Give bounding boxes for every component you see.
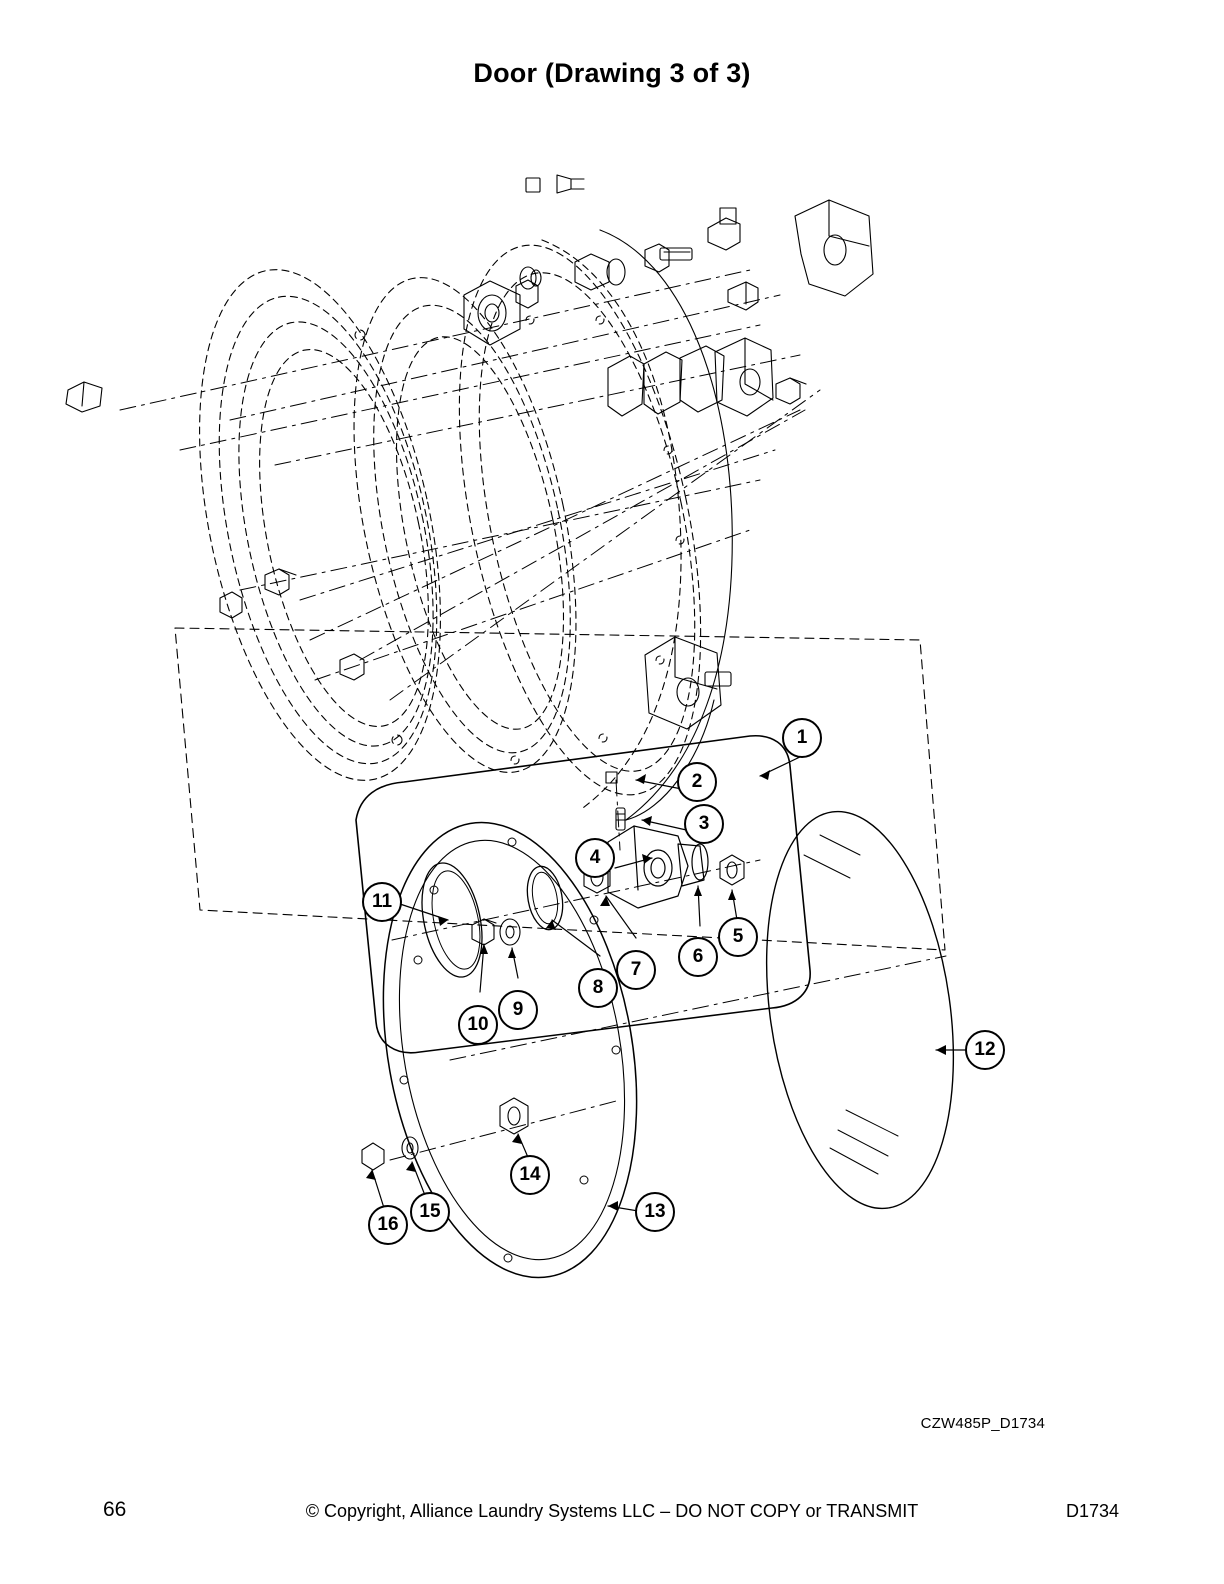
callout-4: 4 — [575, 838, 615, 878]
drawing-code: CZW485P_D1734 — [920, 1415, 1045, 1432]
callout-15: 15 — [410, 1192, 450, 1232]
callout-16: 16 — [368, 1205, 408, 1245]
callout-7: 7 — [616, 950, 656, 990]
diagram-artwork — [60, 120, 1170, 1370]
page-title: Door (Drawing 3 of 3) — [473, 58, 751, 88]
callout-12: 12 — [965, 1030, 1005, 1070]
callout-8: 8 — [578, 968, 618, 1008]
page-footer — [0, 1498, 1224, 1522]
callout-9: 9 — [498, 990, 538, 1030]
footer-document-code: D1734 — [1065, 1501, 1119, 1521]
callout-6: 6 — [678, 937, 718, 977]
callout-3: 3 — [684, 804, 724, 844]
exploded-parts-diagram — [60, 120, 1170, 1432]
callout-14: 14 — [510, 1155, 550, 1195]
callout-10: 10 — [458, 1005, 498, 1045]
callout-1: 1 — [782, 718, 822, 758]
footer-copyright: © Copyright, Alliance Laundry Systems LLC – DO NOT COPY or TRANSMIT — [305, 1501, 919, 1521]
callout-5: 5 — [718, 917, 758, 957]
callout-2: 2 — [677, 762, 717, 802]
callout-13: 13 — [635, 1192, 675, 1232]
footer-page-number: 66 — [103, 1498, 127, 1521]
callout-11: 11 — [362, 882, 402, 922]
